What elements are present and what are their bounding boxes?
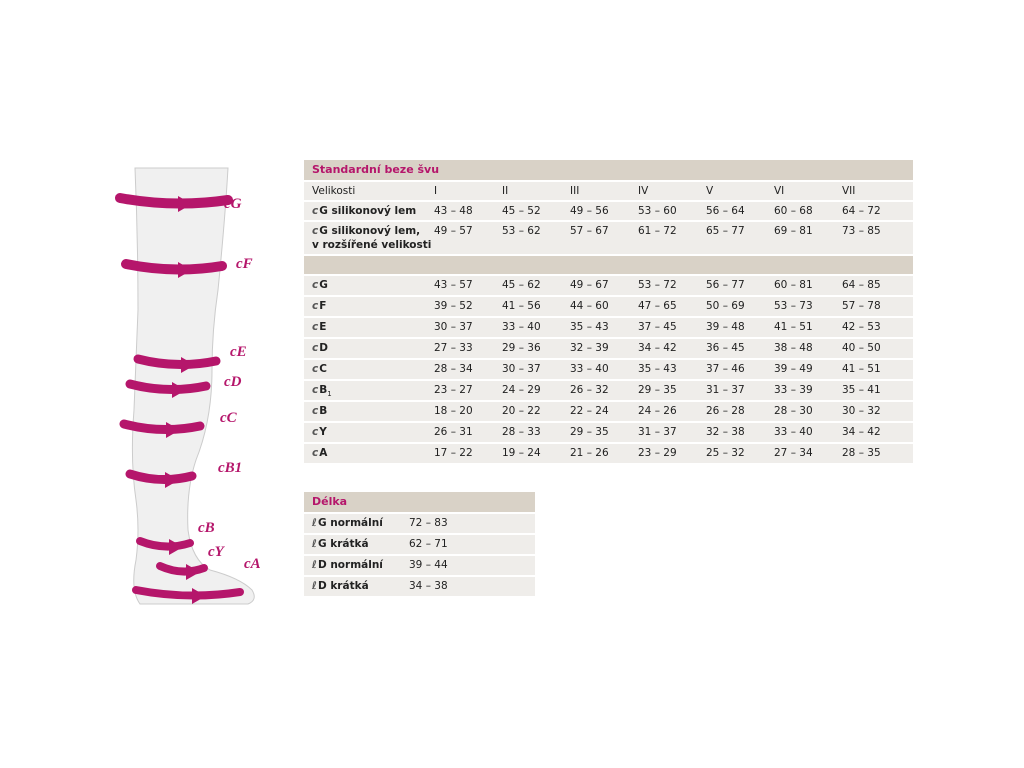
table-cell: 49 – 67 <box>570 279 609 291</box>
table-row <box>304 222 913 254</box>
table-cell: 42 – 53 <box>842 321 881 333</box>
table-cell: 28 – 35 <box>842 447 881 459</box>
measure-label <box>304 276 434 295</box>
measure-name: Y <box>319 426 327 438</box>
length-table-title: Délka <box>304 492 535 512</box>
table-cell: 30 – 37 <box>434 321 473 333</box>
measure-label <box>304 224 434 254</box>
table-cell: 23 – 27 <box>434 384 473 396</box>
size-column-header: IV <box>638 185 649 197</box>
table-cell: 60 – 68 <box>774 205 813 217</box>
measurement-band <box>126 264 222 270</box>
measure-symbol: c <box>312 225 319 237</box>
table-cell: 56 – 64 <box>706 205 745 217</box>
length-value: 39 – 44 <box>409 559 448 571</box>
table-cell: 33 – 40 <box>774 426 813 438</box>
table-row <box>304 423 913 442</box>
table-cell: 30 – 37 <box>502 363 541 375</box>
measure-name-line2: v rozšířené velikosti <box>312 239 432 251</box>
table-row <box>304 339 913 358</box>
size-table-title: Standardní beze švu <box>304 160 913 180</box>
length-row <box>304 535 535 554</box>
table-cell: 27 – 34 <box>774 447 813 459</box>
length-symbol: ℓ <box>312 559 317 571</box>
table-cell: 57 – 78 <box>842 300 881 312</box>
table-cell: 26 – 31 <box>434 426 473 438</box>
table-cell: 37 – 45 <box>638 321 677 333</box>
table-cell: 34 – 42 <box>842 426 881 438</box>
size-column-header: V <box>706 185 714 197</box>
table-row <box>304 381 913 400</box>
table-cell: 26 – 32 <box>570 384 609 396</box>
measure-symbol: c <box>312 363 319 375</box>
table-cell: 39 – 48 <box>706 321 745 333</box>
table-cell: 56 – 77 <box>706 279 745 291</box>
measure-name: A <box>319 447 328 459</box>
length-name: G krátká <box>317 538 369 550</box>
table-cell: 32 – 39 <box>570 342 609 354</box>
table-cell: 53 – 73 <box>774 300 813 312</box>
table-cell: 49 – 57 <box>434 225 473 237</box>
length-label <box>304 577 409 596</box>
table-cell: 20 – 22 <box>502 405 541 417</box>
leg-label: cE <box>230 344 247 360</box>
table-cell: 29 – 36 <box>502 342 541 354</box>
measure-symbol: c <box>312 205 319 217</box>
table-cell: 53 – 60 <box>638 205 677 217</box>
table-cell: 41 – 56 <box>502 300 541 312</box>
measure-label <box>304 318 434 337</box>
table-cell: 53 – 72 <box>638 279 677 291</box>
table-cell: 25 – 32 <box>706 447 745 459</box>
table-cell: 45 – 52 <box>502 205 541 217</box>
table-cell: 49 – 56 <box>570 205 609 217</box>
table-cell: 29 – 35 <box>570 426 609 438</box>
table-cell: 31 – 37 <box>638 426 677 438</box>
table-row <box>304 402 913 421</box>
table-row <box>304 297 913 316</box>
length-value: 34 – 38 <box>409 580 448 592</box>
table-cell: 28 – 34 <box>434 363 473 375</box>
table-cell: 18 – 20 <box>434 405 473 417</box>
table-cell: 30 – 32 <box>842 405 881 417</box>
measure-name: E <box>319 321 327 333</box>
table-cell: 33 – 40 <box>502 321 541 333</box>
size-column-header: II <box>502 185 509 197</box>
measure-symbol: c <box>312 384 319 396</box>
table-cell: 47 – 65 <box>638 300 677 312</box>
length-name: D krátká <box>317 580 369 592</box>
table-cell: 24 – 26 <box>638 405 677 417</box>
length-label <box>304 514 409 533</box>
length-row <box>304 577 535 596</box>
measure-name: B <box>319 384 328 396</box>
size-header-label: Velikosti <box>312 185 356 197</box>
table-cell: 28 – 33 <box>502 426 541 438</box>
table-cell: 31 – 37 <box>706 384 745 396</box>
leg-label: cB <box>198 520 215 536</box>
table-cell: 41 – 51 <box>842 363 881 375</box>
table-row <box>304 202 913 220</box>
size-column-header: VI <box>774 185 785 197</box>
length-symbol: ℓ <box>312 580 317 592</box>
measure-name: B <box>319 405 328 417</box>
table-cell: 43 – 48 <box>434 205 473 217</box>
table-cell: 17 – 22 <box>434 447 473 459</box>
table-cell: 21 – 26 <box>570 447 609 459</box>
length-label <box>304 535 409 554</box>
table-cell: 73 – 85 <box>842 225 881 237</box>
measure-label <box>304 339 434 358</box>
table-cell: 26 – 28 <box>706 405 745 417</box>
table-cell: 45 – 62 <box>502 279 541 291</box>
measure-label <box>304 381 434 400</box>
leg-illustration <box>100 160 280 620</box>
measure-symbol: c <box>312 426 319 438</box>
leg-label: cF <box>236 256 253 272</box>
length-table <box>304 492 535 598</box>
table-cell: 33 – 40 <box>570 363 609 375</box>
length-label <box>304 556 409 575</box>
table-cell: 57 – 67 <box>570 225 609 237</box>
table-cell: 32 – 38 <box>706 426 745 438</box>
measure-symbol: c <box>312 321 319 333</box>
leg-label: cB1 <box>218 460 243 476</box>
table-cell: 34 – 42 <box>638 342 677 354</box>
length-name: D normální <box>317 559 383 571</box>
table-cell: 61 – 72 <box>638 225 677 237</box>
length-row <box>304 556 535 575</box>
table-cell: 33 – 39 <box>774 384 813 396</box>
length-symbol: ℓ <box>312 517 317 529</box>
measure-name: D <box>319 342 328 354</box>
table-cell: 43 – 57 <box>434 279 473 291</box>
table-row <box>304 276 913 295</box>
table-cell: 41 – 51 <box>774 321 813 333</box>
table-cell: 35 – 43 <box>638 363 677 375</box>
table-cell: 39 – 52 <box>434 300 473 312</box>
size-header-row <box>304 182 913 200</box>
leg-label: cD <box>224 374 242 390</box>
table-cell: 35 – 41 <box>842 384 881 396</box>
measure-symbol: c <box>312 279 319 291</box>
measure-name: G silikonový lem <box>319 205 417 217</box>
table-cell: 65 – 77 <box>706 225 745 237</box>
length-row <box>304 514 535 533</box>
measure-symbol: c <box>312 405 319 417</box>
measure-symbol: c <box>312 300 319 312</box>
size-column-header: VII <box>842 185 856 197</box>
table-cell: 24 – 29 <box>502 384 541 396</box>
table-cell: 38 – 48 <box>774 342 813 354</box>
size-table <box>304 160 913 465</box>
table-cell: 60 – 81 <box>774 279 813 291</box>
table-row <box>304 360 913 379</box>
table-cell: 64 – 72 <box>842 205 881 217</box>
length-name: G normální <box>317 517 383 529</box>
leg-label: cY <box>208 544 224 560</box>
table-cell: 50 – 69 <box>706 300 745 312</box>
leg-label: cC <box>220 410 237 426</box>
table-row <box>304 318 913 337</box>
table-cell: 53 – 62 <box>502 225 541 237</box>
length-value: 72 – 83 <box>409 517 448 529</box>
length-value: 62 – 71 <box>409 538 448 550</box>
measure-name: C <box>319 363 327 375</box>
measure-symbol: c <box>312 447 319 459</box>
measure-label <box>304 444 434 463</box>
measure-label <box>304 297 434 316</box>
table-cell: 44 – 60 <box>570 300 609 312</box>
table-cell: 29 – 35 <box>638 384 677 396</box>
table-cell: 39 – 49 <box>774 363 813 375</box>
table-cell: 69 – 81 <box>774 225 813 237</box>
table-cell: 64 – 85 <box>842 279 881 291</box>
measure-label <box>304 402 434 421</box>
table-cell: 37 – 46 <box>706 363 745 375</box>
measure-name: G silikonový lem, <box>319 225 421 237</box>
table-cell: 23 – 29 <box>638 447 677 459</box>
section-divider <box>304 256 913 274</box>
measure-label <box>304 423 434 442</box>
measure-name: F <box>319 300 327 312</box>
table-cell: 22 – 24 <box>570 405 609 417</box>
measure-subscript: 1 <box>327 390 332 399</box>
measure-name: G <box>319 279 328 291</box>
measure-label <box>304 360 434 379</box>
table-cell: 40 – 50 <box>842 342 881 354</box>
size-column-header: III <box>570 185 580 197</box>
size-column-header: I <box>434 185 438 197</box>
table-cell: 28 – 30 <box>774 405 813 417</box>
measurement-band <box>120 198 228 204</box>
table-cell: 19 – 24 <box>502 447 541 459</box>
table-row <box>304 444 913 463</box>
length-symbol: ℓ <box>312 538 317 550</box>
measure-symbol: c <box>312 342 319 354</box>
measure-label <box>304 202 434 220</box>
leg-label: cA <box>244 556 261 572</box>
table-cell: 27 – 33 <box>434 342 473 354</box>
table-cell: 36 – 45 <box>706 342 745 354</box>
leg-label: cG <box>224 196 242 212</box>
table-cell: 35 – 43 <box>570 321 609 333</box>
